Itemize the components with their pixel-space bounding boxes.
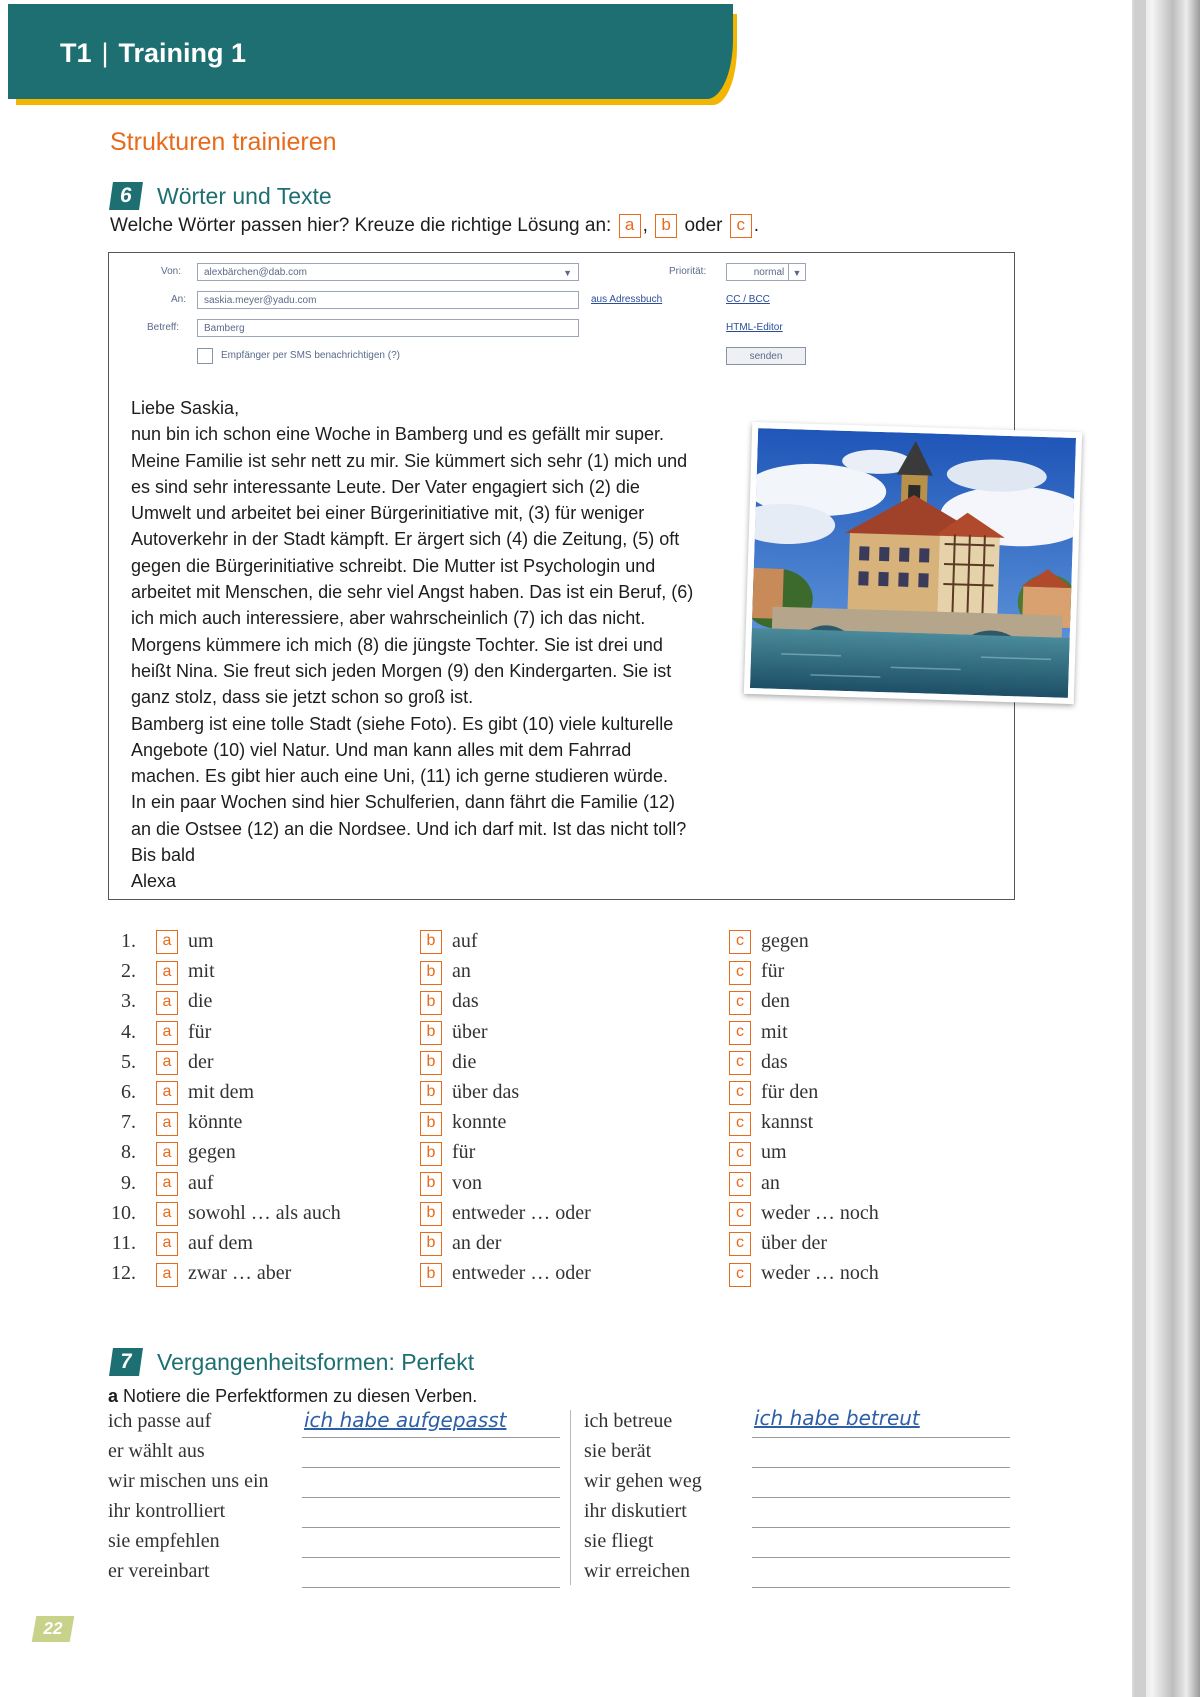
from-value: alexbärchen@dab.com	[204, 267, 307, 278]
subject-field[interactable]	[197, 319, 579, 337]
option-text: auf dem	[188, 1232, 253, 1254]
letter-box-b[interactable]: b	[420, 1051, 442, 1075]
letter-box-c[interactable]: c	[729, 1142, 751, 1166]
letter-box-a[interactable]: a	[156, 1263, 178, 1287]
sms-checkbox[interactable]	[197, 348, 213, 364]
answer-number: 7.	[121, 1111, 136, 1134]
header-title	[60, 38, 246, 69]
sub-instruction-text: Notiere die Perfektformen zu diesen Verben.	[123, 1386, 478, 1406]
chevron-down-icon[interactable]: ▼	[563, 268, 572, 278]
option-c[interactable]	[727, 1232, 827, 1256]
to-field[interactable]	[197, 291, 579, 309]
exercise-7-number: 7	[109, 1348, 143, 1376]
letter-box-a[interactable]: a	[156, 991, 178, 1015]
answer-number: 5.	[121, 1050, 136, 1073]
letter-box-c[interactable]: c	[729, 1021, 751, 1045]
option-a[interactable]	[154, 1262, 291, 1286]
option-text: über der	[761, 1232, 828, 1254]
answer-line-right[interactable]	[752, 1467, 1010, 1468]
exercise-6-instruction	[110, 214, 759, 238]
option-text: die	[452, 1050, 477, 1073]
letter-box-a[interactable]: a	[156, 1172, 178, 1196]
answer-line-right[interactable]	[752, 1587, 1010, 1588]
letter-box-b[interactable]: b	[420, 1232, 442, 1256]
letter-box-b[interactable]: b	[420, 1202, 442, 1226]
letter-box-b[interactable]: b	[420, 1263, 442, 1287]
answer-row	[108, 1202, 968, 1230]
unit-label: T1	[60, 38, 92, 68]
option-text: konnte	[452, 1111, 507, 1134]
body-line: machen. Es gibt hier auch eine Uni, (11) ich gerne studieren würde.	[131, 766, 668, 787]
option-text: die	[188, 990, 213, 1013]
answer-number: 6.	[121, 1081, 136, 1103]
option-text: entweder … oder	[452, 1262, 591, 1285]
subject-value: Bamberg	[204, 323, 245, 334]
letter-box-c[interactable]: c	[729, 961, 751, 985]
letter-box-b: b	[655, 214, 677, 238]
option-text: für den	[761, 1081, 819, 1103]
verb-left: ihr kontrolliert	[108, 1500, 226, 1522]
option-text: gegen	[761, 930, 809, 952]
letter-box-a[interactable]: a	[156, 1021, 178, 1045]
body-line: Umwelt und arbeitet bei einer Bürgerinitiative mit, (3) für weniger	[131, 503, 645, 524]
instruction-text: Welche Wörter passen hier? Kreuze die richtige Lösung an:	[110, 215, 612, 237]
option-text: an	[452, 960, 471, 983]
answer-line-left[interactable]	[302, 1497, 560, 1498]
page-number: 22	[32, 1616, 75, 1642]
verb-left: er wählt aus	[108, 1440, 205, 1462]
option-a[interactable]	[154, 990, 212, 1014]
letter-box-c[interactable]: c	[729, 1263, 751, 1287]
verb-left: er vereinbart	[108, 1560, 210, 1582]
option-text: den	[761, 990, 790, 1013]
body-line: arbeitet mit Menschen, die sehr viel Angst haben. Das ist ein Beruf, (6)	[131, 582, 694, 603]
option-text: auf	[188, 1171, 214, 1194]
letter-box-a[interactable]: a	[156, 1232, 178, 1256]
header-banner	[8, 4, 733, 99]
body-line: Liebe Saskia,	[131, 398, 240, 418]
option-c[interactable]	[727, 1202, 879, 1226]
option-b[interactable]	[418, 1081, 519, 1105]
answer-row	[108, 1141, 968, 1169]
option-c[interactable]	[727, 1262, 879, 1286]
answer-line-left[interactable]	[302, 1437, 560, 1438]
verb-left: ich passe auf	[108, 1410, 212, 1432]
option-text: mit dem	[188, 1081, 255, 1103]
html-editor-link[interactable]: HTML-Editor	[726, 322, 783, 333]
option-text: über	[452, 1020, 488, 1043]
option-text: mit	[188, 960, 215, 983]
letter-box-c[interactable]: c	[729, 1112, 751, 1136]
answer-number: 11.	[111, 1232, 136, 1254]
priority-label: Priorität:	[669, 266, 707, 277]
answer-row	[108, 930, 968, 958]
exercise-6-number: 6	[109, 182, 143, 210]
email-body	[131, 395, 711, 895]
option-a[interactable]	[154, 930, 214, 954]
letter-box-b[interactable]: b	[420, 991, 442, 1015]
body-line: Autoverkehr in der Stadt kämpft. Er ärgert sich (4) die Zeitung, (5) oft	[131, 529, 680, 550]
option-c[interactable]	[727, 960, 784, 984]
option-a[interactable]	[154, 960, 215, 984]
letter-box-a[interactable]: a	[156, 1051, 178, 1075]
body-line: In ein paar Wochen sind hier Schulferien, dann fährt die Familie (12)	[131, 792, 675, 813]
option-text: von	[452, 1171, 482, 1194]
answer-row	[108, 990, 968, 1018]
column-divider	[570, 1410, 571, 1585]
answer-number: 8.	[121, 1141, 136, 1164]
option-text: zwar … aber	[188, 1262, 292, 1285]
letter-box-b[interactable]: b	[420, 1172, 442, 1196]
option-b[interactable]	[418, 1021, 488, 1045]
exercise-6-title: Wörter und Texte	[157, 182, 332, 209]
verb-left: sie empfehlen	[108, 1530, 220, 1552]
chevron-down-icon[interactable]: ▼	[788, 264, 805, 280]
body-line: Bamberg ist eine tolle Stadt (siehe Foto). Es gibt (10) viele kulturelle	[131, 713, 674, 734]
body-line: nun bin ich schon eine Woche in Bamberg und es gefällt mir super.	[131, 424, 664, 445]
to-label: An:	[171, 294, 187, 305]
exercise-7a-instruction	[108, 1386, 477, 1407]
priority-select[interactable]	[726, 263, 806, 281]
option-text: über das	[452, 1081, 520, 1103]
instruction-or: oder	[684, 215, 723, 237]
verb-left: wir mischen uns ein	[108, 1470, 269, 1492]
body-line: Angebote (10) viel Natur. Und man kann alles mit dem Fahrrad	[131, 739, 632, 760]
option-text: für	[188, 1020, 212, 1043]
body-line: Alexa	[131, 871, 177, 892]
option-text: das	[761, 1050, 788, 1073]
option-c[interactable]	[727, 1021, 788, 1045]
answer-row	[108, 1232, 968, 1260]
letter-box-c[interactable]: c	[729, 1202, 751, 1226]
option-b[interactable]	[418, 930, 478, 954]
option-text: gegen	[188, 1141, 236, 1164]
body-line: heißt Nina. Sie freut sich jeden Morgen (9) den Kindergarten. Sie ist	[131, 660, 672, 681]
sms-label	[221, 350, 400, 361]
answer-line-right[interactable]	[752, 1557, 1010, 1558]
answer-number: 10.	[111, 1201, 136, 1224]
option-a[interactable]	[154, 1081, 254, 1105]
answer-line-left[interactable]	[302, 1467, 560, 1468]
option-b[interactable]	[418, 1111, 506, 1135]
option-b[interactable]	[418, 960, 471, 984]
answer-row	[108, 1172, 968, 1200]
option-text: weder … noch	[761, 1262, 879, 1285]
option-text: auf	[452, 930, 478, 952]
letter-box-b[interactable]: b	[420, 930, 442, 954]
verb-right: wir erreichen	[584, 1560, 691, 1582]
body-line: Morgens kümmere ich mich (8) die jüngste Tochter. Sie ist drei und	[131, 634, 663, 655]
answer-number: 1.	[121, 930, 136, 952]
answer-row	[108, 1081, 968, 1109]
body-line: es sind sehr interessante Leute. Der Vater engagiert sich (2) die	[131, 476, 640, 497]
sub-letter: a	[108, 1386, 119, 1406]
option-b[interactable]	[418, 1051, 476, 1075]
option-a[interactable]	[154, 1202, 341, 1226]
answer-row	[108, 1021, 968, 1049]
answer-line-right[interactable]	[752, 1437, 1010, 1438]
verb-right: wir gehen weg	[584, 1470, 702, 1492]
option-c[interactable]	[727, 1172, 780, 1196]
letter-box-c[interactable]: c	[729, 930, 751, 954]
option-a[interactable]	[154, 1232, 253, 1256]
answer-line-left[interactable]	[302, 1527, 560, 1528]
answer-line-right[interactable]	[752, 1527, 1010, 1528]
unit-title: Training 1	[118, 38, 247, 68]
example-answer-left: ich habe aufgepasst	[304, 1408, 507, 1432]
to-value: saskia.meyer@yadu.com	[204, 295, 317, 306]
option-a[interactable]	[154, 1111, 242, 1135]
letter-box-b[interactable]: b	[420, 1142, 442, 1166]
option-text: kannst	[761, 1111, 814, 1134]
verb-right: ich betreue	[584, 1410, 673, 1432]
verb-right: sie fliegt	[584, 1530, 654, 1552]
sms-label-text: Empfänger per SMS benachrichtigen	[221, 350, 385, 361]
answer-number: 9.	[121, 1171, 136, 1194]
option-text: das	[452, 990, 479, 1013]
instruction-end: .	[753, 215, 760, 237]
bamberg-photo	[744, 422, 1082, 704]
answer-row	[108, 960, 968, 988]
help-icon[interactable]: (?)	[387, 350, 400, 361]
answer-number: 2.	[121, 960, 136, 983]
town-hall-illustration	[750, 428, 1076, 698]
letter-box-c[interactable]: c	[729, 1081, 751, 1105]
cc-bcc-link[interactable]: CC / BCC	[726, 294, 770, 305]
verb-right: ihr diskutiert	[584, 1500, 687, 1522]
priority-value: normal	[753, 267, 785, 278]
option-text: an	[761, 1171, 780, 1194]
letter-box-a: a	[619, 214, 641, 238]
answer-line-left[interactable]	[302, 1587, 560, 1588]
option-b[interactable]	[418, 1202, 591, 1226]
example-answer-right: ich habe betreut	[754, 1406, 920, 1430]
body-line: ich mich auch interessiere, aber wahrscheinlich (7) ich das nicht.	[131, 608, 646, 629]
option-c[interactable]	[727, 1111, 813, 1135]
option-c[interactable]	[727, 1051, 788, 1075]
option-text: mit	[761, 1020, 788, 1043]
option-c[interactable]	[727, 930, 809, 954]
exercise-7-heading	[111, 1348, 474, 1376]
verb-right: sie berät	[584, 1440, 652, 1462]
letter-box-c[interactable]: c	[729, 1051, 751, 1075]
page-fold	[1134, 0, 1146, 1697]
option-b[interactable]	[418, 1141, 475, 1165]
subject-label: Betreff:	[147, 322, 180, 333]
option-text: weder … noch	[761, 1201, 879, 1224]
option-b[interactable]	[418, 1172, 482, 1196]
answer-line-right[interactable]	[752, 1497, 1010, 1498]
answer-row	[108, 1051, 968, 1079]
answer-row	[108, 1111, 968, 1139]
letter-box-c: c	[730, 214, 752, 238]
answer-number: 3.	[121, 990, 136, 1013]
option-text: sowohl … als auch	[188, 1201, 341, 1224]
option-b[interactable]	[418, 1232, 501, 1256]
letter-box-c[interactable]: c	[729, 991, 751, 1015]
letter-box-b[interactable]: b	[420, 1081, 442, 1105]
option-a[interactable]	[154, 1141, 236, 1165]
from-field[interactable]	[197, 263, 579, 281]
header-separator: |	[101, 38, 109, 68]
letter-box-b[interactable]: b	[420, 1021, 442, 1045]
option-text: der	[188, 1050, 214, 1073]
from-label: Von:	[161, 266, 182, 277]
body-line: Bis bald	[131, 845, 196, 866]
option-b[interactable]	[418, 990, 479, 1014]
option-text: für	[761, 960, 785, 983]
option-text: an der	[452, 1232, 502, 1254]
body-line: ganz stolz, dass sie jetzt schon so groß ist.	[131, 687, 474, 708]
body-line: an die Ostsee (12) an die Nordsee. Und ich darf mit. Ist das nicht toll?	[131, 818, 687, 839]
section-title: Strukturen trainieren	[110, 128, 337, 156]
instruction-comma: ,	[642, 215, 648, 237]
option-c[interactable]	[727, 1081, 818, 1105]
option-text: für	[452, 1141, 476, 1164]
letter-box-a[interactable]: a	[156, 1112, 178, 1136]
option-text: um	[188, 930, 214, 952]
option-c[interactable]	[727, 1141, 787, 1165]
answer-line-left[interactable]	[302, 1557, 560, 1558]
option-text: entweder … oder	[452, 1201, 591, 1224]
letter-box-a[interactable]: a	[156, 1142, 178, 1166]
letter-box-a[interactable]: a	[156, 961, 178, 985]
letter-box-b[interactable]: b	[420, 1112, 442, 1136]
option-a[interactable]	[154, 1021, 211, 1045]
option-a[interactable]	[154, 1051, 214, 1075]
option-a[interactable]	[154, 1172, 214, 1196]
letter-box-a[interactable]: a	[156, 1081, 178, 1105]
letter-box-a[interactable]: a	[156, 930, 178, 954]
letter-box-c[interactable]: c	[729, 1172, 751, 1196]
answer-number: 12.	[111, 1262, 136, 1285]
letter-box-c[interactable]: c	[729, 1232, 751, 1256]
letter-box-b[interactable]: b	[420, 961, 442, 985]
exercise-6-heading	[111, 182, 332, 210]
option-text: um	[761, 1141, 787, 1164]
option-b[interactable]	[418, 1262, 591, 1286]
letter-box-a[interactable]: a	[156, 1202, 178, 1226]
addressbook-link[interactable]: aus Adressbuch	[591, 294, 663, 305]
body-line: Meine Familie ist sehr nett zu mir. Sie kümmert sich sehr (1) mich und	[131, 450, 688, 471]
option-c[interactable]	[727, 990, 790, 1014]
send-button[interactable]: senden	[726, 347, 806, 365]
exercise-7-title: Vergangenheitsformen: Perfekt	[157, 1348, 475, 1375]
answer-number: 4.	[121, 1020, 136, 1043]
answer-row	[108, 1262, 968, 1290]
option-text: könnte	[188, 1111, 243, 1134]
body-line: gegen die Bürgerinitiative schreibt. Die Mutter ist Psychologin und	[131, 555, 656, 576]
